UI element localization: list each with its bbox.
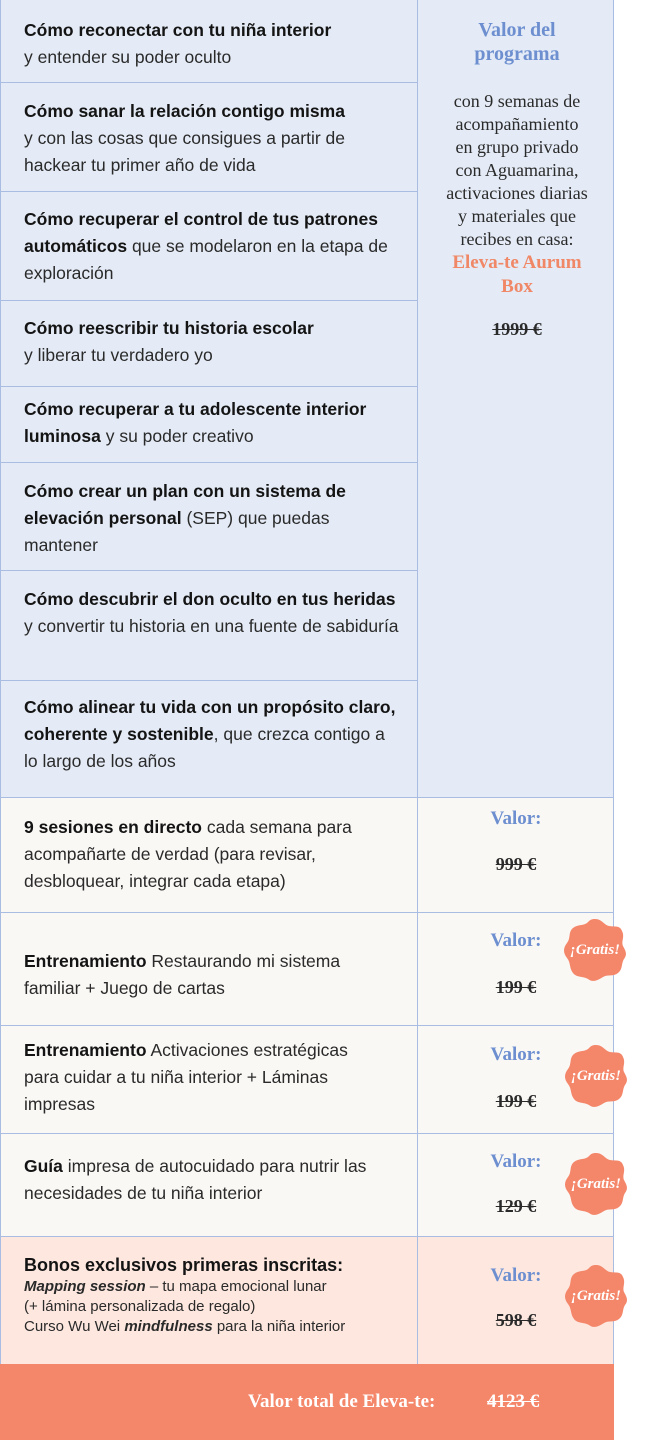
row-divider xyxy=(0,1025,614,1026)
program-item-title: Cómo descubrir el don oculto en tus heridas xyxy=(24,589,396,609)
total-bar xyxy=(0,1364,614,1440)
row-divider xyxy=(0,300,418,301)
bonus-title: Bonos exclusivos primeras inscritas: xyxy=(24,1255,344,1275)
row-divider xyxy=(0,680,418,681)
program-item xyxy=(24,396,404,450)
extra-price: 199 € xyxy=(495,1091,537,1111)
program-value-desc: con 9 semanas de acompañamiento en grupo privado con Aguamarina, activaciones diarias y materiales que recibes en casa: xyxy=(446,91,588,249)
valor-label: Valor: xyxy=(490,808,542,829)
program-item-title: Cómo recuperar a tu adolescente interior luminosa xyxy=(24,399,367,446)
row-divider xyxy=(0,462,418,463)
extra-item-desc: Restaurando mi sistema familiar + Juego de cartas xyxy=(24,951,341,998)
extra-item-title: Entrenamiento xyxy=(24,1040,147,1060)
bonus-price: 598 € xyxy=(495,1310,537,1330)
extra-item-title: Entrenamiento xyxy=(24,951,147,971)
bonus-line-3-rest: para la niña interior xyxy=(212,1318,346,1335)
extra-item-title: 9 sesiones en directo xyxy=(24,817,202,837)
bonus-mapping-session: Mapping session xyxy=(24,1278,146,1295)
bonus-line-3 xyxy=(24,1317,409,1337)
program-item-desc: (SEP) que puedas mantener xyxy=(24,508,330,555)
badge-text: ¡Gratis! xyxy=(570,1288,622,1304)
program-box-name: Eleva-te Aurum Box xyxy=(452,252,582,297)
program-item xyxy=(24,478,396,559)
gratis-badge xyxy=(563,1263,629,1329)
total-value: 4123 € xyxy=(487,1391,540,1412)
program-item xyxy=(24,98,404,179)
extra-item-desc: cada semana para acompañarte de verdad (para revisar, desbloquear, integrar cada etapa) xyxy=(24,817,352,891)
program-item-desc: que se modelaron en la etapa de exploración xyxy=(24,236,388,283)
row-divider xyxy=(0,912,614,913)
extra-item xyxy=(24,948,384,1002)
extra-price-wrap xyxy=(418,854,614,875)
program-item xyxy=(24,206,394,287)
gratis-badge xyxy=(562,917,628,983)
bonus-mindfulness: mindfulness xyxy=(124,1318,213,1335)
program-item-title: Cómo alinear tu vida con un propósito claro, coherente y sostenible xyxy=(24,697,396,744)
badge-text: ¡Gratis! xyxy=(570,1176,622,1192)
row-divider xyxy=(0,191,418,192)
extra-item-desc: Activaciones estratégicas para cuidar a tu niña interior + Láminas impresas xyxy=(24,1040,348,1114)
row-divider xyxy=(0,1236,614,1237)
valor-label: Valor: xyxy=(490,1265,542,1286)
program-price: 1999 € xyxy=(492,319,542,339)
badge-text: ¡Gratis! xyxy=(570,1068,622,1084)
program-item-title: Cómo sanar la relación contigo misma xyxy=(24,101,345,121)
extra-item xyxy=(24,1037,384,1118)
extra-item xyxy=(24,814,389,895)
row-divider xyxy=(0,570,418,571)
row-divider xyxy=(0,386,418,387)
valor-label: Valor: xyxy=(490,1044,542,1065)
program-item xyxy=(24,694,396,775)
program-item-title: Cómo recuperar el control de tus patrones automáticos xyxy=(24,209,378,256)
bonus-line-1 xyxy=(24,1277,409,1297)
extra-item-desc: impresa de autocuidado para nutrir las necesidades de tu niña interior xyxy=(24,1156,367,1203)
program-item-title: Cómo reconectar con tu niña interior xyxy=(24,20,332,40)
extra-price: 129 € xyxy=(495,1196,537,1216)
program-item-desc: , que crezca contigo a lo largo de los años xyxy=(24,724,385,771)
total-label: Valor total de Eleva-te: xyxy=(248,1391,436,1412)
program-item xyxy=(24,315,404,369)
extra-item xyxy=(24,1153,384,1207)
row-divider xyxy=(0,82,418,83)
badge-text: ¡Gratis! xyxy=(569,942,621,958)
program-item xyxy=(24,17,404,71)
section-divider xyxy=(0,797,614,798)
bonus-line-2: (+ lámina personalizada de regalo) xyxy=(24,1298,256,1315)
extra-item-title: Guía xyxy=(24,1156,63,1176)
bonus-line-1-rest: – tu mapa emocional lunar xyxy=(145,1278,327,1295)
program-item-title: Cómo crear un plan con un sistema de elevación personal xyxy=(24,481,346,528)
border-left xyxy=(0,0,1,1364)
program-value-title: Valor del programa xyxy=(474,19,560,65)
extra-price: 999 € xyxy=(495,854,537,874)
extra-value xyxy=(418,808,614,830)
row-divider xyxy=(0,1133,614,1134)
program-item-desc: y con las cosas que consigues a partir de hackear tu primer año de vida xyxy=(24,128,346,175)
program-item-desc: y liberar tu verdadero yo xyxy=(24,345,213,365)
valor-label: Valor: xyxy=(490,930,542,951)
gratis-badge xyxy=(563,1151,629,1217)
program-item xyxy=(24,586,402,640)
extra-price: 199 € xyxy=(495,977,537,997)
program-item-desc: y convertir tu historia en una fuente de sabiduría xyxy=(24,616,399,636)
program-value-block xyxy=(445,18,589,340)
bonus-block xyxy=(24,1254,409,1337)
program-item-desc: y su poder creativo xyxy=(105,426,254,446)
valor-label: Valor: xyxy=(490,1151,542,1172)
program-item-desc: y entender su poder oculto xyxy=(24,47,232,67)
gratis-badge xyxy=(563,1043,629,1109)
program-item-title: Cómo reescribir tu historia escolar xyxy=(24,318,314,338)
bonus-line-3-pre: Curso Wu Wei xyxy=(24,1318,125,1335)
